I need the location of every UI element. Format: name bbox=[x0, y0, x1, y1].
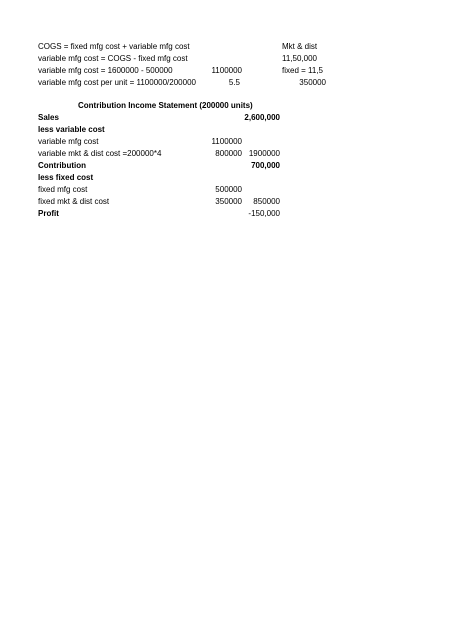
note-variable-mfg-calc: variable mfg cost = 1600000 - 500000 bbox=[38, 66, 173, 75]
row-profit-total: -150,000 bbox=[248, 209, 280, 218]
row-less-variable-label: less variable cost bbox=[38, 125, 105, 134]
row-variable-mfg-amount: 1100000 bbox=[211, 137, 242, 146]
row-profit-label: Profit bbox=[38, 209, 59, 218]
row-sales-label: Sales bbox=[38, 113, 59, 122]
row-variable-mkt-amount: 800000 bbox=[215, 149, 242, 158]
note-variable-mfg-value: 1100000 bbox=[211, 66, 242, 75]
row-less-fixed-label: less fixed cost bbox=[38, 173, 94, 182]
row-fixed-mkt-label: fixed mkt & dist cost bbox=[38, 197, 110, 206]
row-variable-total: 1900000 bbox=[248, 149, 280, 158]
row-variable-mkt-label: variable mkt & dist cost =200000*4 bbox=[38, 149, 162, 158]
row-fixed-total: 850000 bbox=[253, 197, 280, 206]
row-fixed-mfg-label: fixed mfg cost bbox=[38, 185, 88, 194]
row-fixed-mfg-amount: 500000 bbox=[215, 185, 242, 194]
row-contribution-label: Contribution bbox=[38, 161, 86, 170]
row-fixed-mkt-amount: 350000 bbox=[215, 197, 242, 206]
note-variable-mfg-formula: variable mfg cost = COGS - fixed mfg cost bbox=[38, 54, 188, 63]
note-per-unit-value: 5.5 bbox=[228, 78, 240, 87]
statement-title: Contribution Income Statement (200000 units) bbox=[78, 101, 253, 110]
note-cogs-formula: COGS = fixed mfg cost + variable mfg cost bbox=[38, 42, 190, 51]
note-per-unit-calc: variable mfg cost per unit = 1100000/200000 bbox=[38, 78, 196, 87]
row-contribution-total: 700,000 bbox=[251, 161, 280, 170]
side-mkt-dist-header: Mkt & dist bbox=[282, 42, 318, 51]
row-sales-total: 2,600,000 bbox=[244, 113, 280, 122]
row-variable-mfg-label: variable mfg cost bbox=[38, 137, 99, 146]
side-mkt-dist-fixed: fixed = 11,5 bbox=[282, 66, 323, 75]
side-mkt-dist-total: 11,50,000 bbox=[282, 54, 317, 63]
side-mkt-dist-fixed-value: 350000 bbox=[299, 78, 326, 87]
